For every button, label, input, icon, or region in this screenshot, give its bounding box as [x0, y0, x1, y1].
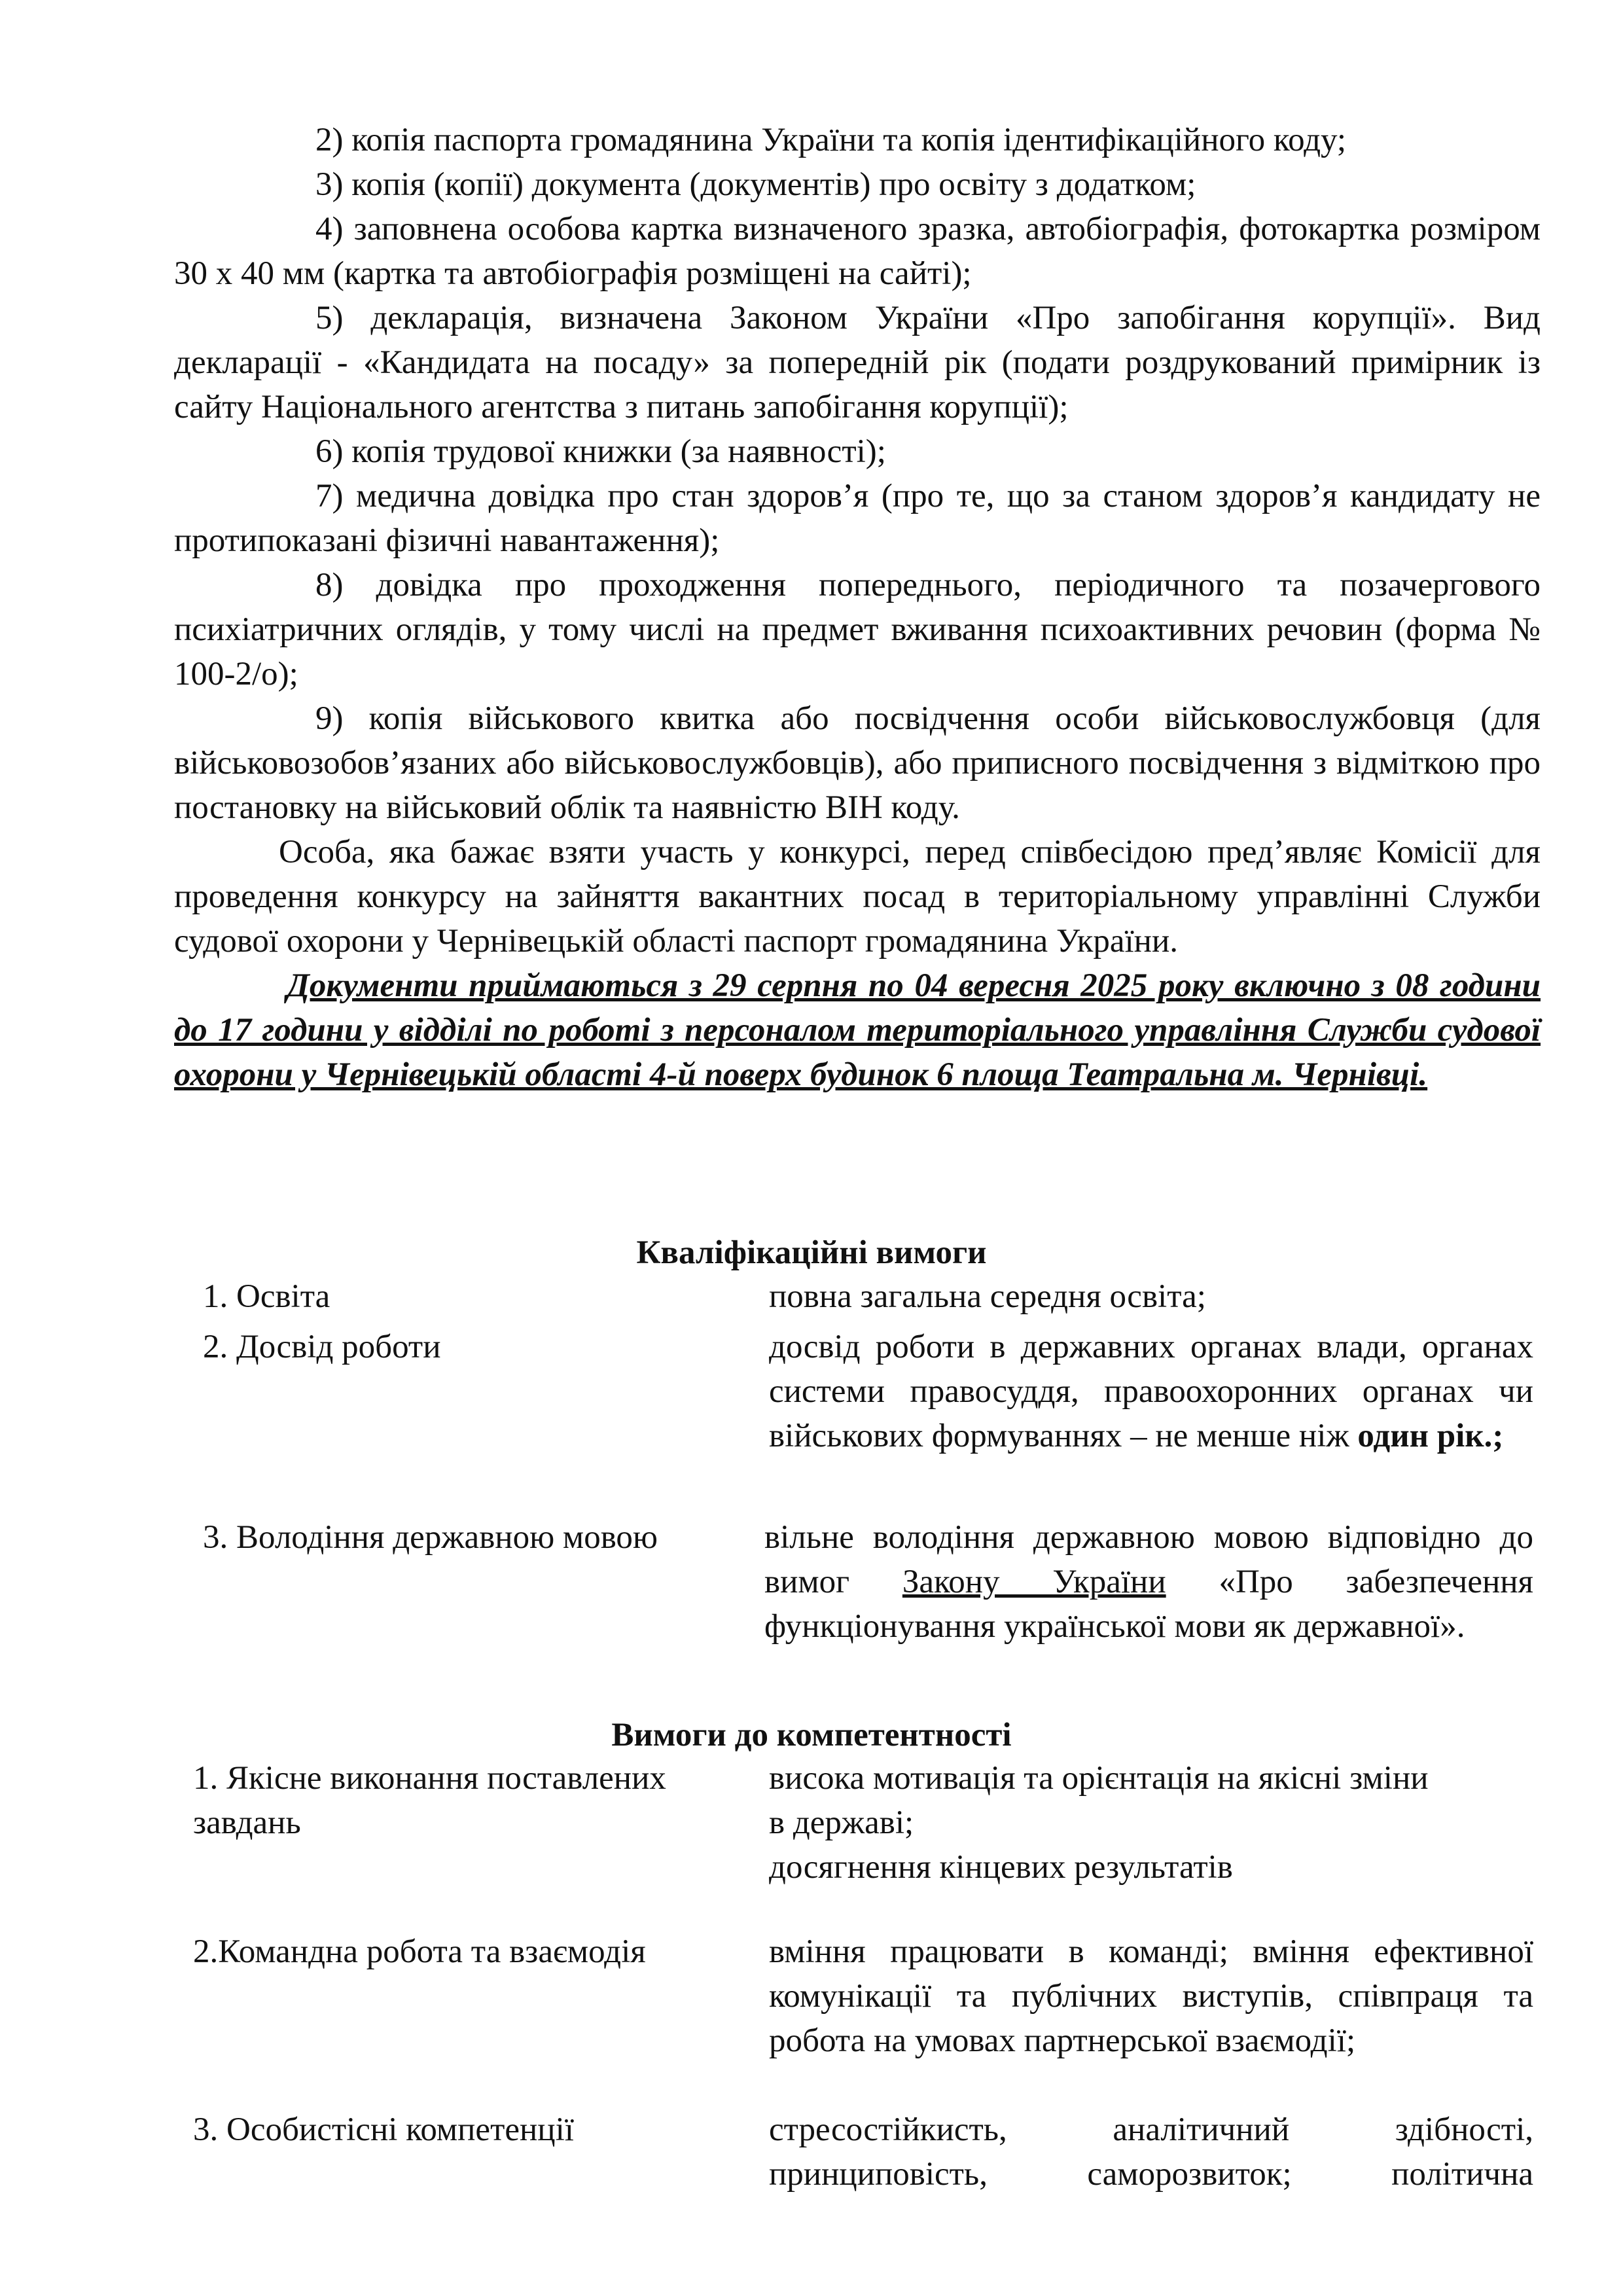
passport-note: Особа, яка бажає взяти участь у конкурсі, перед співбесідою пред’являє Комісії для проведення конкурсу на зайняття вакантних посад в територіальному управлінні Служби судової охорони у Чернівецькій області паспорт громадянина України. — [174, 834, 1541, 960]
experience-bold: один рік — [1357, 1418, 1484, 1454]
education-value: повна загальна середня освіта; — [769, 1278, 1206, 1315]
language-label: 3. Володіння державною мовою — [203, 1519, 658, 1556]
doc-item-4: 4) заповнена особова картка визначеного зразка, автобіографія, фотокартка розміром 30 х 40 мм (картка та автобіографія розміщені на сайті); — [174, 211, 1541, 292]
experience-value — [769, 1325, 1533, 1458]
doc-item-2: 2) копія паспорта громадянина України та копія ідентифікаційного коду; — [315, 122, 1347, 158]
doc-item-7: 7) медична довідка про стан здоров’я (про те, що за станом здоров’я кандидату не протипоказані фізичні навантаження); — [174, 478, 1541, 559]
law-link[interactable]: Закону України — [902, 1564, 1166, 1600]
competence-heading: Вимоги до компетентності — [611, 1717, 1012, 1753]
experience-label: 2. Досвід роботи — [203, 1329, 441, 1365]
doc-item-6: 6) копія трудової книжки (за наявності); — [315, 433, 886, 470]
teamwork-label: 2.Командна робота та взаємодія — [193, 1933, 646, 1970]
quality-label: 1. Якісне виконання поставлених завдань — [193, 1760, 666, 1841]
deadline-notice: Документи приймаються з 29 серпня по 04 вересня 2025 року включно з 08 години до 17 години у відділі по роботі з персоналом територіального управління Служби судової охорони у Чернівецькій області 4-й поверх будинок 6 площа Театральна м. Чернівці. — [174, 967, 1541, 1093]
doc-item-9: 9) копія військового квитка або посвідчення особи військовослужбовця (для військовозобов’язаних або військовослужбовців), або приписного посвідчення з відміткою про постановку на військовий облік та наявністю ВІН коду. — [174, 700, 1541, 826]
language-value — [764, 1515, 1533, 1649]
doc-item-3: 3) копія (копії) документа (документів) про освіту з додатком; — [315, 166, 1196, 203]
quality-value-1: висока мотивація та орієнтація на якісні зміни в державі; — [769, 1760, 1429, 1841]
doc-item-5: 5) декларація, визначена Законом України «Про запобігання корупції». Вид декларації - «Кандидата на посаду» за попередній рік (подати роздрукований примірник із сайту Національного агентства з питань запобігання корупції); — [174, 300, 1541, 425]
qualification-heading: Кваліфікаційні вимоги — [636, 1234, 987, 1271]
quality-value-2: досягнення кінцевих результатів — [769, 1849, 1233, 1886]
experience-text: досвід роботи в державних органах влади, органах системи правосуддя, правоохоронних органах чи військових формуваннях – не менше ніж — [769, 1329, 1533, 1454]
language-text-end: «Про забезпечення функціонування української мови як державної». — [764, 1564, 1534, 1645]
experience-end: .; — [1484, 1418, 1504, 1454]
language-text-start: вільне володіння державною мовою відповідно до вимог — [764, 1519, 1533, 1600]
education-label: 1. Освіта — [203, 1278, 330, 1315]
doc-item-8: 8) довідка про проходження попереднього, періодичного та позачергового психіатричних оглядів, у тому числі на предмет вживання психоактивних речовин (форма № 100-2/о); — [174, 567, 1541, 692]
personal-label: 3. Особистісні компетенції — [193, 2111, 574, 2148]
teamwork-value: вміння працювати в команді; вміння ефективної комунікації та публічних виступів, співпраця та робота на умовах партнерської взаємодії; — [769, 1933, 1533, 2059]
documents-section — [174, 118, 1541, 1097]
personal-value: стресостійкисть, аналітичний здібності, принциповість, саморозвиток; політична — [769, 2111, 1533, 2193]
